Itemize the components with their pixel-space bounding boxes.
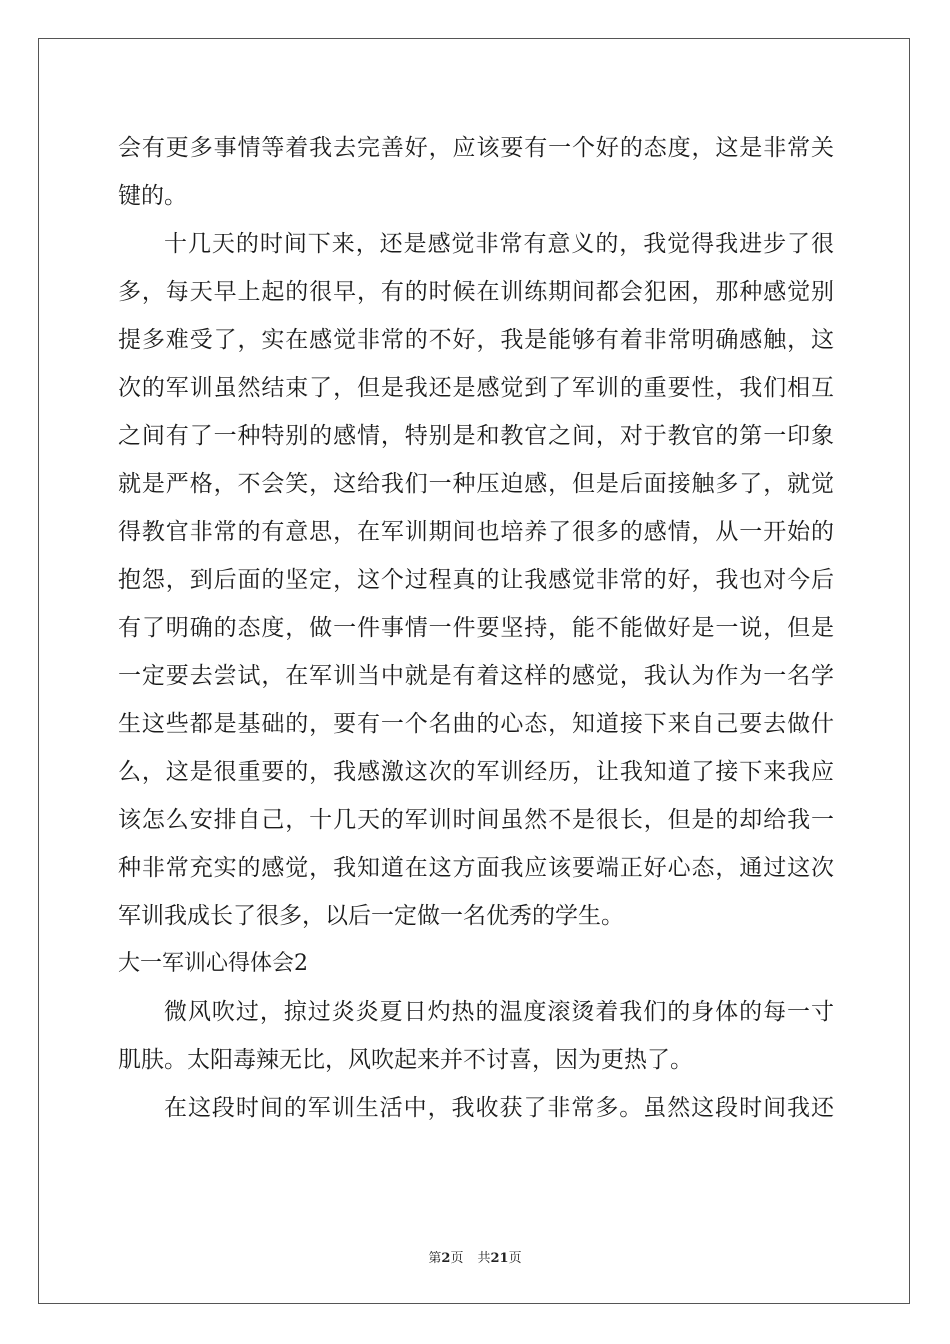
text-line-2: 肌肤。太阳毒辣无比，风吹起来并不讨喜，因为更热了。 xyxy=(118,1047,693,1073)
text-line: 么，这是很重要的，我感激这次的军训经历，让我知道了接下来我应 xyxy=(118,759,834,785)
total-prefix: 共 xyxy=(477,1251,491,1266)
text-line: 之间有了一种特别的感情，特别是和教官之间，对于教官的第一印象 xyxy=(118,423,834,449)
page-suffix: 页 xyxy=(450,1251,464,1266)
text-line: 抱怨，到后面的坚定，这个过程真的让我感觉非常的好，我也对今后 xyxy=(118,567,834,593)
text-line-2: 微风吹过，掠过炎炎夏日灼热的温度滚烫着我们的身体的每一寸 xyxy=(164,999,834,1025)
text-line: 多，每天早上起的很早，有的时候在训练期间都会犯困，那种感觉别 xyxy=(118,279,834,305)
text-line: 就是严格，不会笑，这给我们一种压迫感，但是后面接触多了，就觉 xyxy=(118,471,834,497)
text-line: 提多难受了，实在感觉非常的不好，我是能够有着非常明确感触，这 xyxy=(118,327,834,353)
total-suffix: 页 xyxy=(508,1251,522,1266)
text-line: 有了明确的态度，做一件事情一件要坚持，能不能做好是一说，但是 xyxy=(118,615,834,641)
total-pages: 21 xyxy=(490,1251,509,1266)
section-heading: 大一军训心得体会2 xyxy=(118,951,308,976)
paragraph-block-2 xyxy=(118,988,834,1132)
text-line-2: 在这段时间的军训生活中，我收获了非常多。虽然这段时间我还 xyxy=(164,1095,834,1121)
text-line: 种非常充实的感觉，我知道在这方面我应该要端正好心态，通过这次 xyxy=(118,855,834,881)
page-footer xyxy=(0,1247,950,1266)
page-number: 2 xyxy=(441,1251,451,1266)
document-body xyxy=(118,124,834,1132)
page-prefix: 第 xyxy=(428,1251,442,1266)
text-line: 次的军训虽然结束了，但是我还是感觉到了军训的重要性，我们相互 xyxy=(118,375,834,401)
text-line: 该怎么安排自己，十几天的军训时间虽然不是很长，但是的却给我一 xyxy=(118,807,834,833)
text-line: 一定要去尝试，在军训当中就是有着这样的感觉，我认为作为一名学 xyxy=(118,663,834,689)
paragraph-block-1 xyxy=(118,124,834,940)
text-line: 得教官非常的有意思，在军训期间也培养了很多的感情，从一开始的 xyxy=(118,519,834,545)
text-line: 键的。 xyxy=(118,183,187,209)
text-line: 十几天的时间下来，还是感觉非常有意义的，我觉得我进步了很 xyxy=(164,231,834,257)
text-line: 军训我成长了很多，以后一定做一名优秀的学生。 xyxy=(118,903,624,929)
text-line: 会有更多事情等着我去完善好，应该要有一个好的态度，这是非常关 xyxy=(118,135,834,161)
text-line: 生这些都是基础的，要有一个名曲的心态，知道接下来自己要去做什 xyxy=(118,711,834,737)
